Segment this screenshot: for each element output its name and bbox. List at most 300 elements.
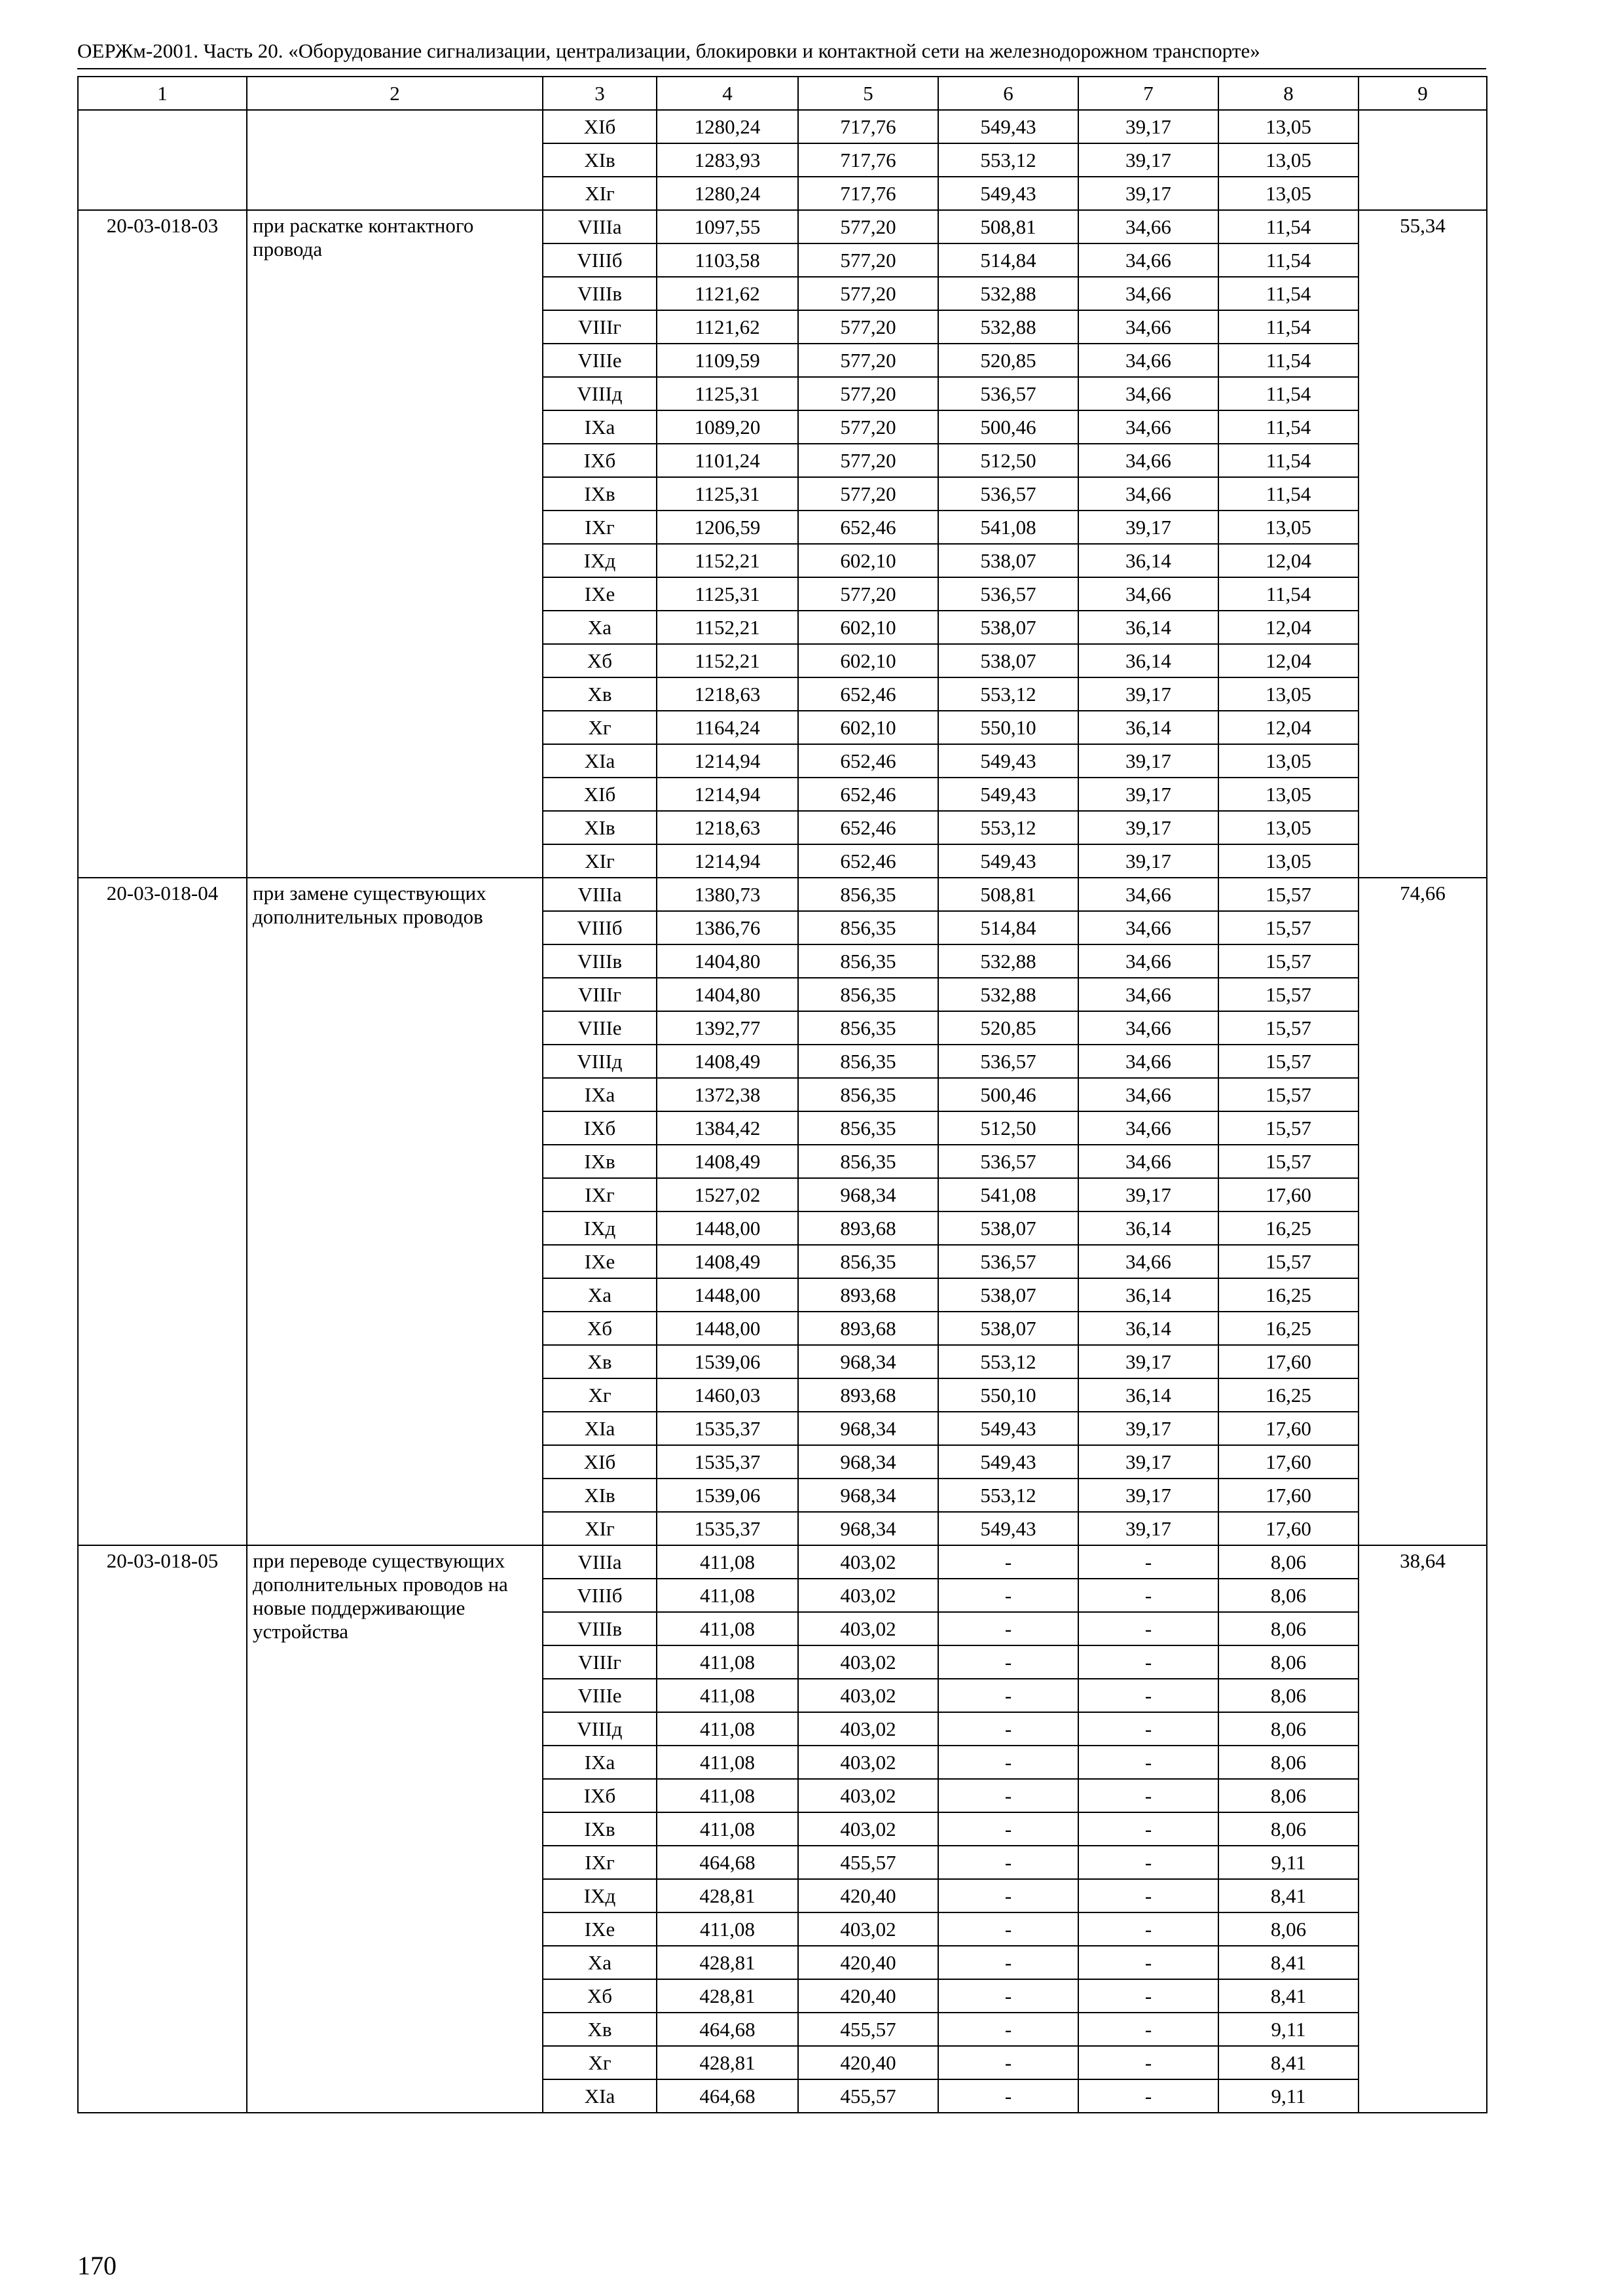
zone-cell: IXа (543, 1746, 657, 1779)
rate-code (78, 110, 247, 210)
zone-cell: XIв (543, 1479, 657, 1512)
total-cost-cell: 1152,21 (657, 644, 798, 677)
table-body (78, 110, 1487, 2113)
materials-cell: 17,60 (1218, 1479, 1359, 1512)
driver-wages-cell: 39,17 (1078, 778, 1218, 811)
driver-wages-cell: 34,66 (1078, 410, 1218, 444)
wages-cell: 893,68 (798, 1378, 938, 1412)
wages-cell: 652,46 (798, 511, 938, 544)
materials-cell: 12,04 (1218, 711, 1359, 744)
driver-wages-cell: - (1078, 1679, 1218, 1712)
zone-cell: XIг (543, 1512, 657, 1545)
materials-cell: 13,05 (1218, 110, 1359, 143)
driver-wages-cell: - (1078, 2079, 1218, 2113)
driver-wages-cell: 34,66 (1078, 243, 1218, 277)
total-cost-cell: 1164,24 (657, 711, 798, 744)
driver-wages-cell: - (1078, 1812, 1218, 1846)
total-cost-cell: 411,08 (657, 1812, 798, 1846)
total-cost-cell: 1535,37 (657, 1512, 798, 1545)
zone-cell: VIIIв (543, 944, 657, 978)
driver-wages-cell: - (1078, 1712, 1218, 1746)
materials-cell: 15,57 (1218, 1011, 1359, 1045)
driver-wages-cell: - (1078, 1612, 1218, 1645)
total-cost-cell: 1214,94 (657, 778, 798, 811)
materials-cell: 11,54 (1218, 377, 1359, 410)
zone-cell: IXв (543, 1812, 657, 1846)
wages-cell: 577,20 (798, 344, 938, 377)
wages-cell: 968,34 (798, 1412, 938, 1445)
rate-code: 20-03-018-05 (78, 1545, 247, 2113)
driver-wages-cell: 39,17 (1078, 844, 1218, 878)
machine-cost-cell: - (938, 1712, 1078, 1746)
materials-cell: 13,05 (1218, 177, 1359, 210)
driver-wages-cell: - (1078, 2013, 1218, 2046)
materials-cell: 12,04 (1218, 611, 1359, 644)
wages-cell: 602,10 (798, 644, 938, 677)
machine-cost-cell: - (938, 2013, 1078, 2046)
driver-wages-cell: 34,66 (1078, 444, 1218, 477)
machine-cost-cell: 532,88 (938, 978, 1078, 1011)
driver-wages-cell: 34,66 (1078, 1078, 1218, 1111)
driver-wages-cell: 36,14 (1078, 1378, 1218, 1412)
machine-cost-cell: 550,10 (938, 1378, 1078, 1412)
driver-wages-cell: - (1078, 1846, 1218, 1879)
machine-cost-cell: - (938, 1612, 1078, 1645)
total-cost-cell: 411,08 (657, 1612, 798, 1645)
rate-description: при переводе существующих дополнительных проводов на новые поддерживающие устройства (247, 1545, 543, 2113)
materials-cell: 15,57 (1218, 878, 1359, 911)
zone-cell: Xг (543, 711, 657, 744)
driver-wages-cell: 34,66 (1078, 911, 1218, 944)
machine-cost-cell: 532,88 (938, 310, 1078, 344)
zone-cell: Xа (543, 1946, 657, 1979)
wages-cell: 602,10 (798, 611, 938, 644)
wages-cell: 455,57 (798, 1846, 938, 1879)
table-row (78, 110, 1487, 143)
machine-cost-cell: - (938, 1846, 1078, 1879)
materials-cell: 16,25 (1218, 1378, 1359, 1412)
machine-cost-cell: 538,07 (938, 1211, 1078, 1245)
materials-cell: 11,54 (1218, 477, 1359, 511)
machine-cost-cell: 512,50 (938, 444, 1078, 477)
wages-cell: 717,76 (798, 110, 938, 143)
wages-cell: 403,02 (798, 1746, 938, 1779)
materials-cell: 13,05 (1218, 744, 1359, 778)
driver-wages-cell: 39,17 (1078, 1345, 1218, 1378)
materials-cell: 11,54 (1218, 310, 1359, 344)
driver-wages-cell: 34,66 (1078, 277, 1218, 310)
machine-cost-cell: 508,81 (938, 210, 1078, 243)
wages-cell: 856,35 (798, 911, 938, 944)
zone-cell: IXа (543, 1078, 657, 1111)
driver-wages-cell: - (1078, 1879, 1218, 1912)
machine-cost-cell: 549,43 (938, 778, 1078, 811)
wages-cell: 602,10 (798, 544, 938, 577)
total-cost-cell: 1392,77 (657, 1011, 798, 1045)
wages-cell: 968,34 (798, 1479, 938, 1512)
materials-cell: 8,06 (1218, 1645, 1359, 1679)
driver-wages-cell: 34,66 (1078, 577, 1218, 611)
rate-code: 20-03-018-03 (78, 210, 247, 878)
driver-wages-cell: 36,14 (1078, 711, 1218, 744)
driver-wages-cell: 34,66 (1078, 978, 1218, 1011)
materials-cell: 13,05 (1218, 511, 1359, 544)
total-cost-cell: 1372,38 (657, 1078, 798, 1111)
total-cost-cell: 1152,21 (657, 544, 798, 577)
driver-wages-cell: 34,66 (1078, 1145, 1218, 1178)
machine-cost-cell: 549,43 (938, 1412, 1078, 1445)
driver-wages-cell: 34,66 (1078, 210, 1218, 243)
zone-cell: IXб (543, 1779, 657, 1812)
wages-cell: 893,68 (798, 1211, 938, 1245)
zone-cell: IXд (543, 1211, 657, 1245)
zone-cell: Xв (543, 2013, 657, 2046)
wages-cell: 420,40 (798, 2046, 938, 2079)
driver-wages-cell: 34,66 (1078, 310, 1218, 344)
total-cost-cell: 411,08 (657, 1545, 798, 1579)
materials-cell: 8,06 (1218, 1912, 1359, 1946)
total-cost-cell: 1448,00 (657, 1278, 798, 1312)
total-cost-cell: 411,08 (657, 1912, 798, 1946)
zone-cell: VIIIб (543, 911, 657, 944)
total-cost-cell: 411,08 (657, 1579, 798, 1612)
wages-cell: 652,46 (798, 677, 938, 711)
materials-cell: 16,25 (1218, 1278, 1359, 1312)
driver-wages-cell: 39,17 (1078, 1178, 1218, 1211)
machine-cost-cell: 550,10 (938, 711, 1078, 744)
zone-cell: VIIIб (543, 1579, 657, 1612)
page-number: 170 (77, 2251, 117, 2280)
total-cost-cell: 1101,24 (657, 444, 798, 477)
materials-cell: 13,05 (1218, 677, 1359, 711)
total-cost-cell: 1089,20 (657, 410, 798, 444)
zone-cell: Xв (543, 1345, 657, 1378)
total-cost-cell: 1408,49 (657, 1045, 798, 1078)
wages-cell: 403,02 (798, 1712, 938, 1746)
machine-cost-cell: 514,84 (938, 243, 1078, 277)
zone-cell: XIб (543, 778, 657, 811)
zone-cell: VIIIе (543, 1011, 657, 1045)
zone-cell: VIIIг (543, 1645, 657, 1679)
wages-cell: 577,20 (798, 477, 938, 511)
total-cost-cell: 1103,58 (657, 243, 798, 277)
materials-cell: 11,54 (1218, 577, 1359, 611)
column-number: 2 (247, 77, 543, 110)
machine-cost-cell: - (938, 1746, 1078, 1779)
wages-cell: 577,20 (798, 210, 938, 243)
materials-cell: 8,06 (1218, 1712, 1359, 1746)
machine-cost-cell: - (938, 1779, 1078, 1812)
total-cost-cell: 1460,03 (657, 1378, 798, 1412)
driver-wages-cell: 39,17 (1078, 677, 1218, 711)
total-cost-cell: 1121,62 (657, 310, 798, 344)
zone-cell: IXд (543, 544, 657, 577)
machine-cost-cell: 500,46 (938, 1078, 1078, 1111)
driver-wages-cell: 34,66 (1078, 878, 1218, 911)
zone-cell: IXг (543, 511, 657, 544)
wages-cell: 856,35 (798, 878, 938, 911)
zone-cell: IXг (543, 1846, 657, 1879)
zone-cell: IXе (543, 1245, 657, 1278)
materials-cell: 9,11 (1218, 2013, 1359, 2046)
machine-cost-cell: - (938, 1579, 1078, 1612)
materials-cell: 8,41 (1218, 2046, 1359, 2079)
total-cost-cell: 464,68 (657, 1846, 798, 1879)
table-row (78, 878, 1487, 911)
driver-wages-cell: 39,17 (1078, 511, 1218, 544)
machine-cost-cell: 553,12 (938, 1479, 1078, 1512)
zone-cell: VIIIд (543, 377, 657, 410)
total-cost-cell: 411,08 (657, 1679, 798, 1712)
wages-cell: 893,68 (798, 1278, 938, 1312)
wages-cell: 652,46 (798, 778, 938, 811)
wages-cell: 893,68 (798, 1312, 938, 1345)
driver-wages-cell: 39,17 (1078, 1479, 1218, 1512)
materials-cell: 15,57 (1218, 1045, 1359, 1078)
machine-cost-cell: 549,43 (938, 1512, 1078, 1545)
total-cost-cell: 1408,49 (657, 1245, 798, 1278)
rate-code: 20-03-018-04 (78, 878, 247, 1545)
total-cost-cell: 1097,55 (657, 210, 798, 243)
total-cost-cell: 1535,37 (657, 1445, 798, 1479)
zone-cell: VIIIд (543, 1712, 657, 1746)
driver-wages-cell: - (1078, 1645, 1218, 1679)
materials-cell: 15,57 (1218, 1145, 1359, 1178)
total-cost-cell: 1448,00 (657, 1211, 798, 1245)
machine-cost-cell: 549,43 (938, 1445, 1078, 1479)
zone-cell: IXе (543, 1912, 657, 1946)
materials-cell: 11,54 (1218, 444, 1359, 477)
driver-wages-cell: 36,14 (1078, 1278, 1218, 1312)
driver-wages-cell: - (1078, 1779, 1218, 1812)
machine-cost-cell: - (938, 1545, 1078, 1579)
materials-cell: 13,05 (1218, 811, 1359, 844)
total-cost-cell: 411,08 (657, 1645, 798, 1679)
driver-wages-cell: 34,66 (1078, 944, 1218, 978)
wages-cell: 403,02 (798, 1645, 938, 1679)
machine-cost-cell: 520,85 (938, 1011, 1078, 1045)
driver-wages-cell: 34,66 (1078, 1011, 1218, 1045)
driver-wages-cell: 39,17 (1078, 143, 1218, 177)
driver-wages-cell: 39,17 (1078, 1445, 1218, 1479)
materials-cell: 15,57 (1218, 1245, 1359, 1278)
wages-cell: 652,46 (798, 844, 938, 878)
total-cost-cell: 1448,00 (657, 1312, 798, 1345)
zone-cell: VIIIв (543, 1612, 657, 1645)
wages-cell: 856,35 (798, 1078, 938, 1111)
machine-cost-cell: 532,88 (938, 277, 1078, 310)
machine-cost-cell: 541,08 (938, 511, 1078, 544)
wages-cell: 577,20 (798, 310, 938, 344)
wages-cell: 403,02 (798, 1779, 938, 1812)
column-number: 8 (1218, 77, 1359, 110)
wages-cell: 403,02 (798, 1912, 938, 1946)
header-divider (77, 68, 1486, 69)
driver-wages-cell: 36,14 (1078, 644, 1218, 677)
materials-cell: 8,41 (1218, 1946, 1359, 1979)
zone-cell: IXа (543, 410, 657, 444)
machine-cost-cell: 520,85 (938, 344, 1078, 377)
driver-wages-cell: 34,66 (1078, 1111, 1218, 1145)
labor-cost-cell: 38,64 (1359, 1545, 1487, 2113)
driver-wages-cell: 39,17 (1078, 811, 1218, 844)
zone-cell: Xв (543, 677, 657, 711)
driver-wages-cell: - (1078, 1912, 1218, 1946)
machine-cost-cell: - (938, 1912, 1078, 1946)
machine-cost-cell: 536,57 (938, 577, 1078, 611)
total-cost-cell: 1218,63 (657, 811, 798, 844)
column-number: 1 (78, 77, 247, 110)
total-cost-cell: 1380,73 (657, 878, 798, 911)
machine-cost-cell: 514,84 (938, 911, 1078, 944)
wages-cell: 856,35 (798, 1045, 938, 1078)
materials-cell: 11,54 (1218, 243, 1359, 277)
materials-cell: 15,57 (1218, 1111, 1359, 1145)
zone-cell: Xб (543, 644, 657, 677)
materials-cell: 11,54 (1218, 277, 1359, 310)
wages-cell: 717,76 (798, 143, 938, 177)
labor-cost-cell: 74,66 (1359, 878, 1487, 1545)
zone-cell: Xа (543, 611, 657, 644)
machine-cost-cell: 508,81 (938, 878, 1078, 911)
wages-cell: 652,46 (798, 811, 938, 844)
driver-wages-cell: 34,66 (1078, 1045, 1218, 1078)
driver-wages-cell: 36,14 (1078, 611, 1218, 644)
zone-cell: IXб (543, 1111, 657, 1145)
machine-cost-cell: - (938, 1645, 1078, 1679)
zone-cell: Xб (543, 1312, 657, 1345)
machine-cost-cell: - (938, 1946, 1078, 1979)
materials-cell: 15,57 (1218, 944, 1359, 978)
machine-cost-cell: 549,43 (938, 110, 1078, 143)
zone-cell: XIг (543, 177, 657, 210)
zone-cell: VIIIа (543, 210, 657, 243)
wages-cell: 420,40 (798, 1979, 938, 2013)
total-cost-cell: 1125,31 (657, 577, 798, 611)
driver-wages-cell: 39,17 (1078, 744, 1218, 778)
machine-cost-cell: - (938, 1679, 1078, 1712)
materials-cell: 17,60 (1218, 1412, 1359, 1445)
wages-cell: 968,34 (798, 1445, 938, 1479)
wages-cell: 403,02 (798, 1545, 938, 1579)
rate-description: при замене существующих дополнительных проводов (247, 878, 543, 1545)
zone-cell: IXе (543, 577, 657, 611)
machine-cost-cell: 553,12 (938, 1345, 1078, 1378)
total-cost-cell: 1408,49 (657, 1145, 798, 1178)
machine-cost-cell: 553,12 (938, 811, 1078, 844)
wages-cell: 403,02 (798, 1812, 938, 1846)
column-number: 9 (1359, 77, 1487, 110)
zone-cell: VIIIб (543, 243, 657, 277)
zone-cell: IXг (543, 1178, 657, 1211)
driver-wages-cell: - (1078, 1746, 1218, 1779)
materials-cell: 17,60 (1218, 1512, 1359, 1545)
materials-cell: 8,06 (1218, 1779, 1359, 1812)
total-cost-cell: 1539,06 (657, 1345, 798, 1378)
materials-cell: 15,57 (1218, 911, 1359, 944)
materials-cell: 8,06 (1218, 1812, 1359, 1846)
wages-cell: 577,20 (798, 243, 938, 277)
wages-cell: 602,10 (798, 711, 938, 744)
total-cost-cell: 411,08 (657, 1712, 798, 1746)
total-cost-cell: 1214,94 (657, 844, 798, 878)
total-cost-cell: 464,68 (657, 2079, 798, 2113)
machine-cost-cell: 536,57 (938, 477, 1078, 511)
wages-cell: 403,02 (798, 1579, 938, 1612)
materials-cell: 15,57 (1218, 978, 1359, 1011)
materials-cell: 17,60 (1218, 1178, 1359, 1211)
materials-cell: 8,06 (1218, 1612, 1359, 1645)
zone-cell: XIа (543, 1412, 657, 1445)
total-cost-cell: 428,81 (657, 2046, 798, 2079)
materials-cell: 8,06 (1218, 1545, 1359, 1579)
machine-cost-cell: - (938, 2046, 1078, 2079)
labor-cost-cell (1359, 110, 1487, 210)
rate-description: при раскатке контактного провода (247, 210, 543, 878)
zone-cell: XIг (543, 844, 657, 878)
machine-cost-cell: 541,08 (938, 1178, 1078, 1211)
total-cost-cell: 1280,24 (657, 110, 798, 143)
machine-cost-cell: - (938, 2079, 1078, 2113)
materials-cell: 17,60 (1218, 1445, 1359, 1479)
labor-cost-cell: 55,34 (1359, 210, 1487, 878)
total-cost-cell: 1109,59 (657, 344, 798, 377)
wages-cell: 420,40 (798, 1946, 938, 1979)
machine-cost-cell: 536,57 (938, 1145, 1078, 1178)
driver-wages-cell: 39,17 (1078, 1412, 1218, 1445)
total-cost-cell: 1206,59 (657, 511, 798, 544)
wages-cell: 856,35 (798, 1111, 938, 1145)
driver-wages-cell: - (1078, 1545, 1218, 1579)
wages-cell: 968,34 (798, 1345, 938, 1378)
machine-cost-cell: 538,07 (938, 644, 1078, 677)
column-number: 6 (938, 77, 1078, 110)
total-cost-cell: 1280,24 (657, 177, 798, 210)
wages-cell: 856,35 (798, 1245, 938, 1278)
column-number-row (78, 77, 1487, 110)
column-number: 5 (798, 77, 938, 110)
materials-cell: 12,04 (1218, 544, 1359, 577)
driver-wages-cell: - (1078, 1579, 1218, 1612)
machine-cost-cell: - (938, 1979, 1078, 2013)
total-cost-cell: 1404,80 (657, 978, 798, 1011)
zone-cell: XIб (543, 110, 657, 143)
materials-cell: 17,60 (1218, 1345, 1359, 1378)
wages-cell: 856,35 (798, 1011, 938, 1045)
total-cost-cell: 1384,42 (657, 1111, 798, 1145)
wages-cell: 856,35 (798, 944, 938, 978)
machine-cost-cell: 549,43 (938, 844, 1078, 878)
materials-cell: 16,25 (1218, 1312, 1359, 1345)
column-number: 3 (543, 77, 657, 110)
machine-cost-cell: 549,43 (938, 744, 1078, 778)
materials-cell: 8,41 (1218, 1879, 1359, 1912)
materials-cell: 9,11 (1218, 2079, 1359, 2113)
total-cost-cell: 1214,94 (657, 744, 798, 778)
total-cost-cell: 464,68 (657, 2013, 798, 2046)
total-cost-cell: 1121,62 (657, 277, 798, 310)
zone-cell: XIб (543, 1445, 657, 1479)
zone-cell: Xа (543, 1278, 657, 1312)
column-number: 4 (657, 77, 798, 110)
materials-cell: 8,06 (1218, 1679, 1359, 1712)
materials-cell: 16,25 (1218, 1211, 1359, 1245)
wages-cell: 856,35 (798, 978, 938, 1011)
total-cost-cell: 1527,02 (657, 1178, 798, 1211)
wages-cell: 403,02 (798, 1612, 938, 1645)
zone-cell: Xг (543, 1378, 657, 1412)
wages-cell: 403,02 (798, 1679, 938, 1712)
